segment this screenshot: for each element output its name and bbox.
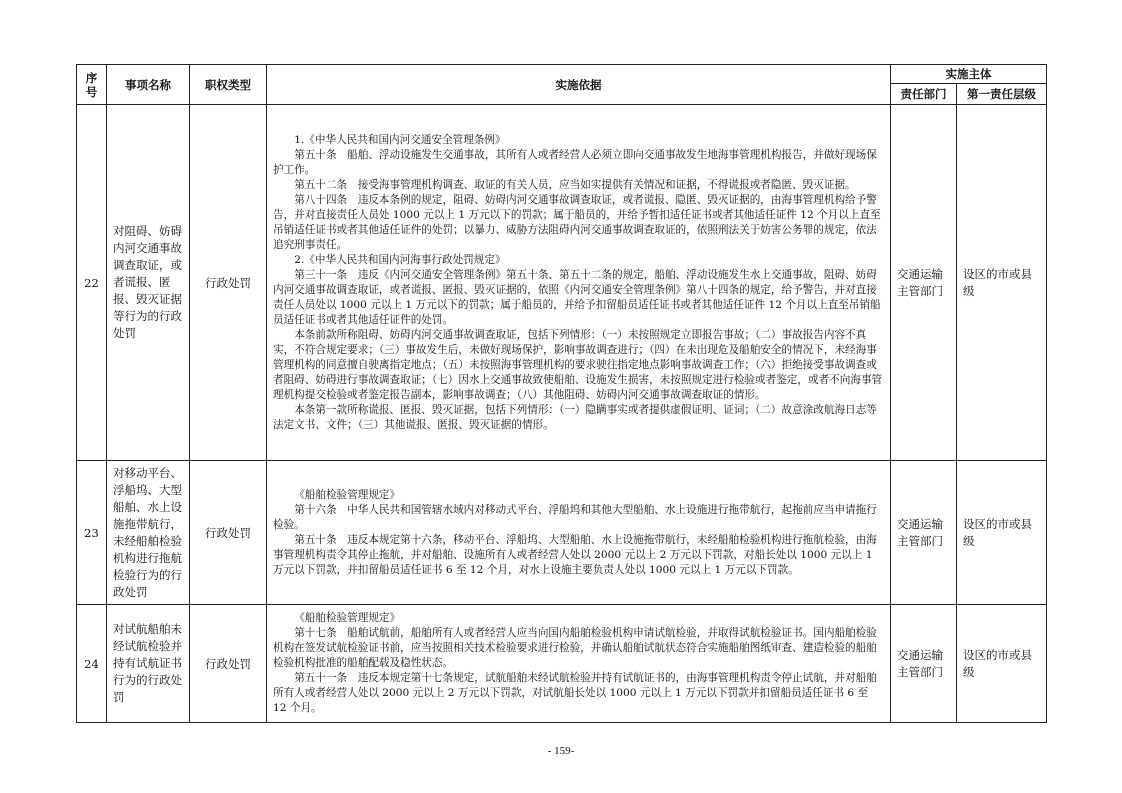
row-seq: 23 — [77, 461, 107, 605]
basis-paragraph: 第五十条 船舶、浮动设施发生交通事故，其所有人或者经营人必须立即向交通事故发生地海事管理机构报告，并做好现场保护工作。 — [273, 148, 877, 176]
header-power-type: 职权类型 — [190, 65, 267, 105]
row-dept: 交通运输主管部门 — [891, 461, 957, 605]
basis-paragraph: 本条第一款所称谎报、匿报、毁灭证据，包括下列情形：（一）隐瞒事实或者提供虚假证明、证词；（二）故意涂改航海日志等法定文书、文件；（三）其他谎报、匿报、毁灭证据的情形。 — [273, 403, 877, 431]
header-basis: 实施依据 — [267, 65, 891, 105]
basis-paragraph: 第十七条 船舶试航前，船舶所有人或者经营人应当向国内船舶检验机构申请试航检验，并取得试航检验证书。国内船舶检验机构在签发试航检验证书前，应当按照相关技术检验要求进行检验，并确认船舶试航状态符合实施船舶图纸审查、建造检验的船舶检验机构批准的船舶配载及稳性状态。 — [273, 627, 877, 669]
basis-paragraph: 第三十一条 违反《内河交通安全管理条例》第五十条、第五十二条的规定，船舶、浮动设施发生水上交通事故，阻碍、妨碍内河交通事故调查取证，或者谎报、匿报、毁灭证据的，依照《内河交通安全管理条例》第八十四条的规定，给予警告，并对直接责任人员处以 1000 元以上 1 万元以下的罚款；属于船员的，并给予扣留船员适任证书或者其他适任证件 12 个月以上直至吊销船员适任证书或者其他适任证件的处罚。 — [273, 268, 881, 326]
basis-paragraph: 《船舶检验管理规定》 — [294, 488, 401, 501]
row-basis — [267, 605, 891, 723]
row-basis — [267, 461, 891, 605]
header-level: 第一责任层级 — [957, 84, 1047, 105]
row-power-type: 行政处罚 — [190, 461, 267, 605]
row-item-name: 对试航船舶未经试航检验并持有试航证书行为的行政处罚 — [107, 605, 190, 723]
basis-paragraph: 第八十四条 违反本条例的规定，阻碍、妨碍内河交通事故调查取证，或者谎报、隐匿、毁灭证据的，由海事管理机构给予警告，并对直接责任人员处 1000 元以上 1 万元以下的罚款；属于船员的，并给予暂扣适任证书或者其他适任证件 12 个月以上直至吊销适任证书或者其他适任证件的处罚；以暴力、威胁方法阻碍内河交通事故调查取证的，依照刑法关于妨害公务罪的规定，依法追究刑事责任。 — [273, 193, 881, 251]
row-level: 设区的市或县级 — [957, 105, 1047, 461]
row-item-name: 对阻碍、妨碍内河交通事故调查取证，或者谎报、匿报、毁灭证据等行为的行政处罚 — [107, 105, 190, 461]
items-table — [76, 64, 1047, 723]
page-number: - 159- — [547, 745, 575, 757]
row-item-name: 对移动平台、浮船坞、大型船舶、水上设施拖带航行，未经船舶检验机构进行拖航检验行为的行政处罚 — [107, 461, 190, 605]
row-basis — [267, 105, 891, 461]
header-subject: 实施主体 — [891, 65, 1047, 84]
row-seq: 24 — [77, 605, 107, 723]
table-row — [77, 605, 1047, 723]
row-power-type: 行政处罚 — [190, 605, 267, 723]
basis-paragraph: 本条前款所称阻碍、妨碍内河交通事故调查取证，包括下列情形：（一）未按照规定立即报告事故；（二）事故报告内容不真实，不符合规定要求；（三）事故发生后，未做好现场保护，影响事故调查进行；（四）在未出现危及船舶安全的情况下，未经海事管理机构的同意擅自驶离指定地点；（五）未按照海事管理机构的要求驶往指定地点影响事故调查工作；（六）拒绝接受事故调查或者阻碍、妨碍进行事故调查取证；（七）因水上交通事故致使船舶、设施发生损害，未按照规定进行检验或者鉴定，或者不向海事管理机构提交检验或者鉴定报告副本，影响事故调查；（八）其他阻碍、妨碍内河交通事故调查取证的情形。 — [273, 328, 883, 401]
basis-paragraph: 第十六条 中华人民共和国管辖水域内对移动式平台、浮船坞和其他大型船舶、水上设施进行拖带航行，起拖前应当申请拖行检验。 — [273, 503, 877, 531]
basis-paragraph: 第五十二条 接受海事管理机构调查、取证的有关人员，应当如实提供有关情况和证据，不得谎报或者隐匿、毁灭证据。 — [294, 178, 856, 191]
table-row — [77, 105, 1047, 461]
basis-paragraph: 2.《中华人民共和国内河海事行政处罚规定》 — [294, 253, 506, 266]
table-row — [77, 461, 1047, 605]
basis-paragraph: 《船舶检验管理规定》 — [294, 612, 401, 624]
row-dept: 交通运输主管部门 — [891, 605, 957, 723]
row-level: 设区的市或县级 — [957, 605, 1047, 723]
header-dept: 责任部门 — [891, 84, 957, 105]
basis-paragraph: 第五十一条 违反本规定第十七条规定，试航船舶未经试航检验并持有试航证书的，由海事管理机构责令停止试航，并对船舶所有人或者经营人处以 2000 元以上 2 万元以下罚款，对试航船长处以 1000 元以上 1 万元以下罚款并扣留船员适任证书 6 至 12 个月。 — [273, 672, 877, 714]
header-seq: 序号 — [77, 65, 107, 105]
basis-paragraph: 1.《中华人民共和国内河交通安全管理条例》 — [294, 133, 506, 146]
row-seq: 22 — [77, 105, 107, 461]
header-item-name: 事项名称 — [107, 65, 190, 105]
row-power-type: 行政处罚 — [190, 105, 267, 461]
row-level: 设区的市或县级 — [957, 461, 1047, 605]
basis-paragraph: 第五十条 违反本规定第十六条，移动平台、浮船坞、大型船舶、水上设施拖带航行，未经船舶检验机构进行拖航检验，由海事管理机构责令其停止拖航，并对船舶、设施所有人或者经营人处以 2000 元以上 2 万元以下罚款，对船长处以 1000 元以上 1 万元以下罚款，并扣留船员适任证书 6 至 12 个月，对水上设施主要负责人处以 1000 元以上 1 万元以下罚款。 — [273, 533, 877, 576]
row-dept: 交通运输主管部门 — [891, 105, 957, 461]
